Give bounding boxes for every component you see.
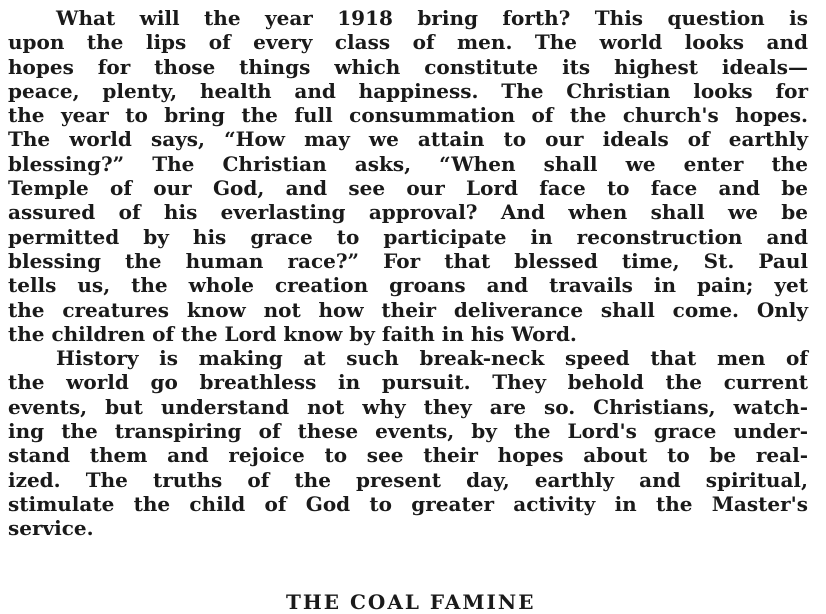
text-line: tells us, the whole creation groans and travails in pain; yet [8, 273, 808, 298]
paragraph-2 [8, 346, 808, 540]
text-line: events, but understand not why they are so. Christians, watch- [8, 394, 808, 419]
next-heading-text: THE COAL FAMINE [286, 590, 536, 614]
text-line: stand them and rejoice to see their hopes about to be real- [8, 443, 808, 468]
text-line: service. [8, 516, 94, 541]
text-line: stimulate the child of God to greater activity in the Master's [8, 491, 808, 516]
text-line: The world says, “How may we attain to our ideals of earthly [8, 127, 808, 152]
text-line: ized. The truths of the present day, earthly and spiritual, [8, 467, 808, 492]
text-line: peace, plenty, health and happiness. The Christian looks for [8, 78, 808, 103]
text-line: blessing the human race?” For that blessed time, St. Paul [8, 248, 808, 273]
next-article-heading [286, 590, 536, 614]
text-line: permitted by his grace to participate in reconstruction and [8, 224, 808, 249]
text-line: upon the lips of every class of men. The world looks and [8, 30, 808, 55]
text-line: History is making at such break-neck speed that men of [56, 346, 808, 371]
text-line: Temple of our God, and see our Lord face to face and be [8, 176, 808, 201]
text-line: the children of the Lord know by faith in his Word. [8, 321, 577, 346]
text-line: What will the year 1918 bring forth? This question is [56, 6, 808, 30]
text-line: blessing?” The Christian asks, “When shall we enter the [8, 151, 808, 176]
article-body [8, 6, 808, 541]
text-line: the world go breathless in pursuit. They behold the current [8, 370, 808, 395]
text-line: ing the transpiring of these events, by the Lord's grace under- [8, 419, 808, 444]
text-line: assured of his everlasting approval? And when shall we be [8, 200, 808, 225]
text-line: hopes for those things which constitute its highest ideals— [8, 54, 808, 79]
text-line: the year to bring the full consummation of the church's hopes. [8, 103, 808, 128]
paragraph-1 [8, 6, 808, 346]
text-line: the creatures know not how their deliverance shall come. Only [8, 297, 808, 322]
